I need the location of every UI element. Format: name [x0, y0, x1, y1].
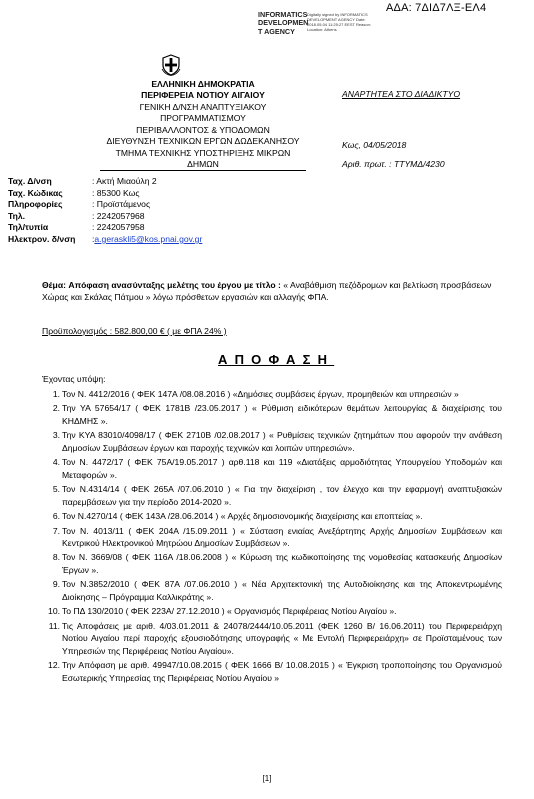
item-number: 2. [52, 403, 60, 414]
email-link[interactable]: a.geraskli5@kos.pnai.gov.gr [94, 233, 203, 244]
contact-row [8, 211, 202, 223]
list-item [42, 578, 502, 603]
document-date: Κως, 04/05/2018 [342, 140, 407, 150]
considering-intro: Έχοντας υπόψη: [42, 374, 106, 384]
issuer-header [100, 79, 306, 171]
ada-code: ΑΔΑ: 7ΔΙΔ7ΛΞ-ΕΛ4 [386, 2, 487, 14]
header-line-6: ΤΜΗΜΑ ΤΕΧΝΙΚΗΣ ΥΠΟΣΤΗΡΙΞΗΣ ΜΙΚΡΩΝ ΔΗΜΩΝ [100, 148, 306, 172]
contact-value: : 2242057958 [92, 222, 145, 233]
contact-label: Ταχ. Κώδικας [8, 187, 63, 198]
item-number: 4. [52, 457, 60, 468]
item-text: Τον Ν.3852/2010 ( ΦΕΚ 87Α /07.06.2010 ) « Νέα Αρχιτεκτονική της Αυτοδιοίκησης και της Αποκεντρωμένης Διοίκησης – Πρόγραμμα Καλλικράτης ». [62, 579, 502, 602]
contact-block [8, 176, 202, 246]
item-text: Τον Ν. 4013/11 ( ΦΕΚ 204Α /15.09.2011 ) « Σύσταση ενιαίας Ανεξάρτητης Αρχής Δημοσίων Συμβάσεων και Κεντρικού Ηλεκτρονικού Μητρώου Δημοσίων Συμβάσεων ». [62, 525, 502, 548]
contact-label: Ηλεκτρον. δ/νση [8, 233, 76, 244]
item-text: Την ΚΥΑ 83010/4098/17 ( ΦΕΚ 2710Β /02.08.2017 ) « Ρυθμίσεις τεχνικών ζητημάτων που αφορούν την ανάθεση Δημοσίων Συμβάσεων έργων και παροχής τεχνικών και λοιπών υπηρεσιών». [62, 430, 502, 453]
item-text: Την ΥΑ 57654/17 ( ΦΕΚ 1781Β /23.05.2017 ) « Ρύθμιση ειδικότερων θεμάτων λειτουργίας & διαχείρισης του ΚΗΔΜΗΣ ». [62, 403, 502, 426]
item-text: Τις Αποφάσεις με αριθ. 4/03.01.2011 & 24078/2444/10.05.2011 (ΦΕΚ 1260 Β/ 16.06.2011) του Περιφερειάρχη Νοτίου Αιγαίου περί παροχής εξουσιοδότησης υπογραφής « Με Εντολή Περιφερειάρχη» σε Προϊσταμένους των Υπηρεσιών της Περιφέρειας Νοτίου Αιγαίου». [62, 620, 502, 656]
digital-signature-org: INFORMATICS DEVELOPMEN T AGENCY [258, 10, 309, 36]
protocol-number: Αριθ. πρωτ. : ΤΤΥΜΔ/4230 [342, 159, 445, 169]
contact-value: : Προϊστάμενος [92, 199, 151, 210]
decision-title: ΑΠΟΦΑΣΗ [218, 352, 335, 367]
list-item [42, 605, 502, 617]
subject-text: « Αναβάθμιση πεζόδρομων και βελτίωση προσβάσεων Χώρας και Σκάλας Πάτμου » λόγω πρόσθετων εργασιών και αλλαγής ΦΠΑ. [42, 280, 492, 303]
list-item [42, 388, 502, 400]
item-number: 6. [52, 511, 60, 522]
item-number: 10. [48, 606, 60, 617]
header-line-4: ΠΕΡΙΒΑΛΛΟΝΤΟΣ & ΥΠΟΔΟΜΩΝ [136, 124, 270, 135]
subject-bold-text: Απόφαση ανασύνταξης μελέτης του έργου με τίτλο : [68, 280, 281, 290]
list-item [42, 429, 502, 454]
item-number: 5. [52, 484, 60, 495]
considerations-list [42, 388, 502, 686]
list-item [42, 659, 502, 684]
contact-value: : 85300 Κως [92, 187, 140, 198]
item-number: 11. [48, 620, 60, 631]
item-text: Τον Ν. 4472/17 ( ΦΕΚ 75Α/19.05.2017 ) αρθ.118 και 119 «Διατάξεις αρμοδιότητας Υπουργείου Υποδομών και Μεταφορών ». [62, 457, 502, 480]
header-line-5: ΔΙΕΥΘΥΝΣΗ ΤΕΧΝΙΚΩΝ ΕΡΓΩΝ ΔΩΔΕΚΑΝΗΣΟΥ [106, 136, 300, 147]
item-text: Τον Ν.4314/14 ( ΦΕΚ 265Α /07.06.2010 ) « Για την διαχείριση , τον έλεγχο και την εφαρμογή αναπτυξιακών παρεμβάσεων για την περίοδο 2014-2020 ». [62, 484, 502, 507]
contact-row [8, 222, 202, 234]
list-item [42, 402, 502, 427]
item-text: Την Απόφαση με αριθ. 49947/10.08.2015 ( ΦΕΚ 1666 Β/ 10.08.2015 ) « Έγκριση τροποποίησης του Οργανισμού Εσωτερικής Υπηρεσίας της Περιφέρειας Νοτίου Αιγαίου » [62, 660, 502, 683]
contact-label: Πληροφορίες [8, 199, 63, 210]
list-item [42, 510, 502, 522]
item-number: 8. [52, 552, 60, 563]
item-text: Τον Ν. 3669/08 ( ΦΕΚ 116Α /18.06.2008 ) « Κύρωση της κωδικοποίησης της νομοθεσίας κατασκευής Δημοσίων Έργων ». [62, 552, 502, 575]
header-line-1: ΕΛΛΗΝΙΚΗ ΔΗΜΟΚΡΑΤΙΑ [151, 79, 255, 89]
item-number: 9. [52, 579, 60, 590]
contact-value: : Ακτή Μιαούλη 2 [92, 176, 157, 186]
header-line-3: ΓΕΝΙΚΗ Δ/ΝΣΗ ΑΝΑΠΤΥΞΙΑΚΟΥ ΠΡΟΓΡΑΜΜΑΤΙΣΜΟΥ [139, 101, 267, 124]
item-text: Τον Ν. 4412/2016 ( ΦΕΚ 147Α /08.08.2016 ) «Δημόσιες συμβάσεις έργων, προμηθειών και υπηρεσιών » [62, 389, 459, 399]
item-number: 12. [48, 660, 60, 671]
header-line-2: ΠΕΡΙΦΕΡΕΙΑ ΝΟΤΙΟΥ ΑΙΓΑΙΟΥ [141, 90, 265, 101]
item-number: 7. [52, 525, 60, 536]
list-item [42, 525, 502, 550]
contact-row [8, 234, 202, 246]
list-item [42, 620, 502, 657]
item-text: Τον Ν.4270/14 ( ΦΕΚ 143Α /28.06.2014 ) « Αρχές δημοσιονομικής διαχείρισης και εποπτείας ». [62, 511, 423, 522]
contact-row [8, 188, 202, 200]
contact-row [8, 199, 202, 211]
contact-row [8, 176, 202, 188]
subject-label: Θέμα: [42, 280, 66, 290]
contact-value: : 2242057968 [92, 210, 145, 221]
greek-emblem-icon [160, 54, 182, 76]
contact-value: : [92, 233, 95, 244]
web-notice: ΑΝΑΡΤΗΤΕΑ ΣΤΟ ΔΙΑΔΙΚΤΥΟ [342, 89, 461, 99]
contact-label: Ταχ. Δ/νση [8, 176, 52, 186]
subject-paragraph [42, 279, 512, 304]
list-item [42, 483, 502, 508]
digital-signature-details: Digitally signed by INFORMATICS DEVELOPMENT AGENCY Date: 2018.05.04 11:25:27 EEST Reason: Location: Athens [307, 12, 371, 32]
budget-line: Προϋπολογισμός : 582.800,00 € ( με ΦΠΑ 24% ) [42, 326, 227, 336]
list-item [42, 551, 502, 576]
contact-label: Τηλ/τυπία [8, 222, 49, 233]
item-number: 3. [52, 430, 60, 441]
page-number: [1] [262, 774, 272, 783]
contact-label: Τηλ. [8, 210, 26, 221]
item-number: 1. [52, 389, 60, 399]
item-text: Το ΠΔ 130/2010 ( ΦΕΚ 223Α/ 27.12.2010 ) « Οργανισμός Περιφέρειας Νοτίου Αιγαίου ». [62, 606, 397, 617]
list-item [42, 456, 502, 481]
